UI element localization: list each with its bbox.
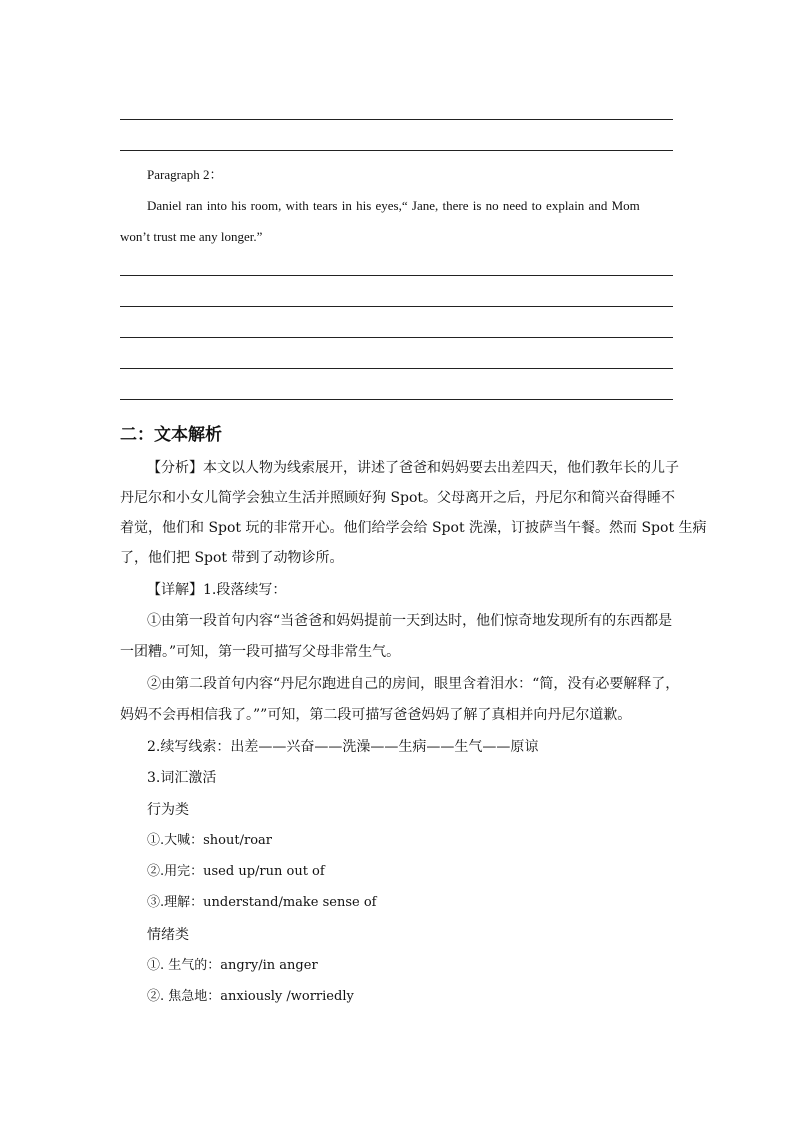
section-title: 二：文本解析 <box>120 425 222 445</box>
paragraph2-line2: won’t trust me any longer.” <box>120 229 263 244</box>
paragraph2-line1: Daniel ran into his room, with tears in his eyes,“ Jane, there is no need to explain and Mom <box>147 198 640 213</box>
detail-line: ①由第一段首句内容“当爸爸和妈妈提前一天到达时，他们惊奇地发现所有的东西都是 <box>147 613 673 629</box>
clue-line: 2.续写线索：出差——兴奋——洗澡——生病——生气——原谅 <box>147 739 539 755</box>
answer-line <box>120 306 673 307</box>
behavior-item: ①.大喊：shout/roar <box>147 833 272 848</box>
answer-line <box>120 119 673 120</box>
emotion-item: ②. 焦急地：anxiously /worriedly <box>147 989 354 1004</box>
analysis-line: 了，他们把 Spot 带到了动物诊所。 <box>120 550 344 566</box>
emotion-item: ①. 生气的：angry/in anger <box>147 958 318 973</box>
vocab-title: 3.词汇激活 <box>147 770 217 786</box>
answer-line <box>120 337 673 338</box>
detail-line: 妈妈不会再相信我了。””可知，第二段可描写爸爸妈妈了解了真相并向丹尼尔道歉。 <box>120 707 632 723</box>
analysis-line: 着觉，他们和 Spot 玩的非常开心。他们给学会给 Spot 洗澡，订披萨当午餐。然而 Spot 生病 <box>120 520 707 536</box>
analysis-line: 【分析】本文以人物为线索展开，讲述了爸爸和妈妈要去出差四天，他们教年长的儿子 <box>147 460 679 476</box>
paragraph2-label: Paragraph 2： <box>147 167 223 182</box>
detail-line: 一团糟。”可知，第一段可描写父母非常生气。 <box>120 644 401 660</box>
answer-line <box>120 368 673 369</box>
behavior-item: ②.用完：used up/run out of <box>147 864 325 879</box>
detail-line: ②由第二段首句内容“丹尼尔跑进自己的房间，眼里含着泪水：“简，没有必要解释了， <box>147 676 680 692</box>
answer-line <box>120 150 673 151</box>
analysis-line: 丹尼尔和小女儿简学会独立生活并照顾好狗 Spot。父母离开之后，丹尼尔和简兴奋得睡不 <box>120 490 676 506</box>
behavior-item: ③.理解：understand/make sense of <box>147 895 377 910</box>
emotion-title: 情绪类 <box>147 927 189 943</box>
detail-heading: 【详解】1.段落续写： <box>147 582 287 598</box>
behavior-title: 行为类 <box>147 802 189 818</box>
answer-line <box>120 275 673 276</box>
answer-line <box>120 399 673 400</box>
